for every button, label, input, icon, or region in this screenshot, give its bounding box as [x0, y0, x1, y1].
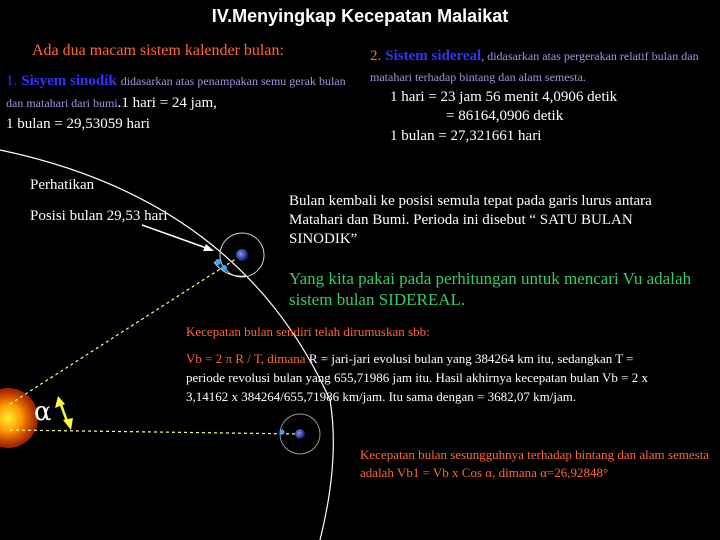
alpha-arrow-up [55, 396, 65, 408]
sinodik-number: 1. [6, 73, 18, 89]
sinodik-note: Bulan kembali ke posisi semula tepat pada garis lurus antara Matahari dan Bumi. Perioda ini disebut “ SATU BULAN SINODIK” [289, 193, 652, 247]
sidereal-block [370, 46, 710, 146]
sidereal-month: 1 bulan = 27,321661 hari [390, 127, 542, 144]
sidereal-note: Yang kita pakai pada perhitungan untuk mencari Vu adalah sistem bulan SIDEREAL. [289, 269, 691, 310]
posisi-label: Posisi bulan 29,53 hari [30, 208, 168, 224]
formula-title: Kecepatan bulan sendiri telah dirumuskan sbb: [186, 324, 430, 339]
sinodik-name: Sisyem sinodik [21, 73, 117, 89]
sun [0, 388, 38, 448]
sidereal-desc: , didasarkan atas pergerakan relatif bulan dan matahari terhadap bintang dan alam semesta. [370, 49, 699, 84]
moon-lower [280, 430, 285, 435]
perhatikan-label: Perhatikan [30, 177, 95, 193]
formula-expression: Vb = 2 π R / T, dimana [186, 351, 309, 366]
intro-text: Ada dua macam sistem kalender bulan: [32, 42, 284, 59]
true-velocity-note: Kecepatan bulan sesungguhnya terhadap bintang dan alam semesta adalah Vb1 = Vb x Cos α, dimana α=26,92848° [360, 447, 710, 480]
sinodik-month: 1 bulan = 29,53059 hari [6, 116, 150, 133]
alpha-arrow-down [63, 418, 73, 430]
moon-upper-2 [221, 265, 227, 271]
sun-earth-line-1 [10, 430, 300, 434]
sidereal-number: 2. [370, 48, 382, 64]
sidereal-day: 1 hari = 23 jam 56 menit 4,0906 detik [390, 88, 618, 105]
sinodik-day: .1 hari = 24 jam, [117, 94, 217, 111]
alpha-label: α [34, 397, 52, 427]
sidereal-name: Sistem sidereal [385, 48, 482, 64]
earth-lower [295, 429, 305, 439]
sinodik-desc: didasarkan atas penampakan semu gerak bulan dan matahari dari bumi [6, 74, 346, 110]
formula-block [186, 350, 661, 407]
formula-explanation: R = jari-jari evolusi bulan yang 384264 km itu, sedangkan T = periode revolusi bulan yang 655,71986 jam itu. Hasil akhirnya kecepatan bulan Vb = 2 x 3,14162 x 384264/655,71986 km/jam. Itu sama dengan = 3682,07 km/jam. [186, 351, 648, 404]
moon-upper-1 [215, 259, 221, 265]
sinodik-block [6, 70, 361, 135]
earth-upper [236, 249, 248, 261]
sidereal-seconds: = 86164,0906 detik [446, 108, 564, 125]
slide-title: IV.Menyingkap Kecepatan Malaikat [211, 6, 509, 26]
